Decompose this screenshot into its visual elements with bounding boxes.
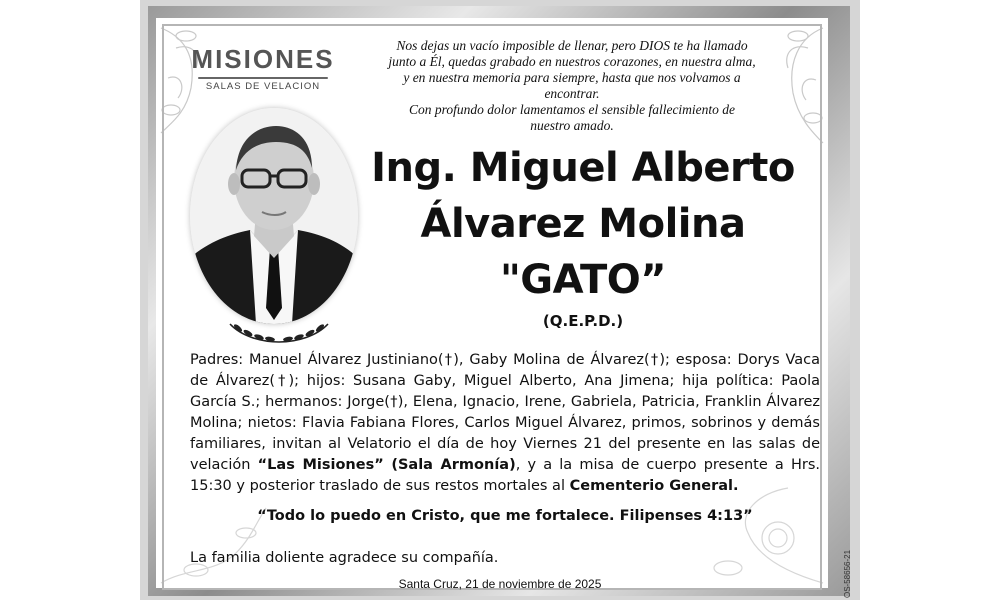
deceased-name	[358, 140, 808, 308]
intro-text	[358, 38, 786, 134]
place-date: Santa Cruz, 21 de noviembre de 2025	[398, 577, 602, 591]
bible-quote: “Todo lo puedo en Cristo, que me fortalece. Filipenses 4:13”	[257, 508, 753, 524]
announcement-text: , y a la misa de cuerpo presente a Hrs. 15:30 y posterior traslado de sus restos mortales al	[190, 457, 820, 494]
name-line-2: Álvarez Molina	[420, 201, 746, 247]
logo-divider	[198, 77, 328, 79]
portrait-photo	[190, 108, 358, 324]
intro-line: nuestro amado.	[530, 118, 614, 133]
intro-line: junto a Él, quedas grabado en nuestros corazones, en nuestra alma,	[388, 54, 756, 69]
laurel-wreath-icon	[226, 316, 332, 344]
intro-line: encontrar.	[544, 86, 600, 101]
nickname: "GATO”	[499, 257, 667, 303]
publication-code: OS-58656-21	[843, 549, 852, 598]
announcement-text: Padres: Manuel Álvarez Justiniano(†), Gaby Molina de Álvarez(†); esposa: Dorys Vaca de Álvarez(†); hijos: Susana Gaby, Miguel Alberto, Ana Jimena; hija política: Paola García S.; hermanos: Jorge(†), Elena, Ignacio, Irene, Gabriela, Patricia, Franklin Álvarez Molina; nietos: Flavia Fabiana Flores, Carlos Miguel Álvarez, primos, sobrinos y demás familiares, invitan al Velatorio el día de hoy Viernes 21 del presente en las salas de velación	[190, 352, 820, 473]
logo-name: MISIONES	[191, 44, 335, 74]
intro-line: Con profundo dolor lamentamos el sensible fallecimiento de	[408, 102, 736, 117]
logo	[188, 44, 338, 92]
cemetery-name: Cementerio General.	[569, 478, 739, 494]
intro-line: Nos dejas un vacío imposible de llenar, pero DIOS te ha llamado	[396, 38, 748, 53]
family-announcement	[190, 350, 820, 497]
thanks-text: La familia doliente agradece su compañía.	[190, 550, 499, 566]
logo-subtitle: SALAS DE VELACION	[205, 81, 321, 92]
venue-name: “Las Misiones” (Sala Armonía)	[257, 457, 516, 473]
name-line-1: Ing. Miguel Alberto	[371, 145, 795, 191]
intro-line: y en nuestra memoria para siempre, hasta que nos volvamos a	[403, 70, 741, 85]
rip-label: (Q.E.P.D.)	[542, 312, 624, 330]
